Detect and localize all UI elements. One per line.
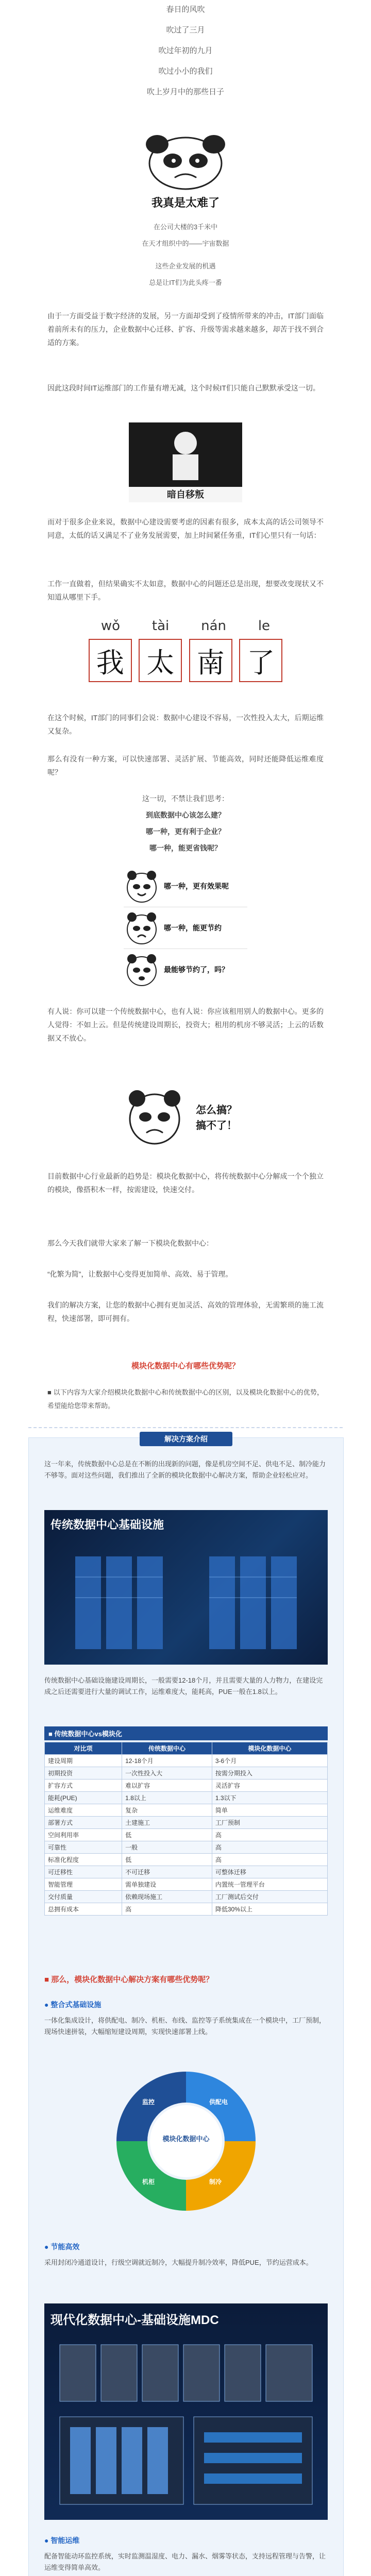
table-row — [45, 1841, 328, 1854]
table-cell: 运维难度 — [45, 1804, 122, 1817]
paragraph: ■ 以下内容为大家介绍模块化数据中心和传统数据中心的区别，以及模块化数据中心的优势，希望能给您带来帮助。 — [47, 1388, 324, 1410]
table-cell: 标准化程度 — [45, 1854, 122, 1866]
meme-stack-image — [124, 866, 247, 992]
panda-face-icon — [137, 135, 234, 192]
table-cell: 高 — [122, 1903, 212, 1916]
table-row — [45, 1767, 328, 1780]
table-cell: 工厂预制 — [212, 1817, 327, 1829]
meme-caption — [196, 1103, 237, 1133]
poem-line: 吹过了三月 — [166, 26, 205, 35]
hanzi-box: 了 — [239, 639, 282, 682]
paragraph-text: 目前数据中心行业最新的趋势是：模块化数据中心，将传统数据中心分解成一个个独立的模块，像搭积木一样，按需建设，快速交付。 — [47, 1172, 324, 1194]
card-tag: 解决方案介绍 — [140, 1432, 232, 1446]
meme-confused-image — [124, 1087, 258, 1154]
meme-panel — [124, 907, 247, 949]
table-header-cell: 传统数据中心 — [122, 1742, 212, 1755]
meme-panel — [124, 866, 247, 907]
panda-face-icon — [124, 952, 160, 988]
poem-2 — [0, 222, 371, 289]
panda-face-icon — [124, 868, 160, 904]
pinyin: le — [258, 618, 271, 634]
poem-line: 这些企业发展的机遇 — [155, 262, 216, 270]
paragraph: 有人说：你可以建一个传统数据中心，也有人说：你应该租用别人的数据中心。更多的人觉得：不如上云。但是传统建设周期长，投资大；租用的机房不够灵活；上云的话数据又不放心。 — [47, 1007, 324, 1042]
intro-poem — [0, 4, 371, 98]
image-title: 传统数据中心基础设施 — [50, 1518, 164, 1531]
table-row — [45, 1817, 328, 1829]
question-line: 这一切，不禁让我们思考： — [142, 794, 229, 803]
sub-title: ● 智能运维 — [44, 2536, 80, 2545]
meme-text: 哪一种，能更节约 — [164, 924, 222, 932]
table-cell: 一次性投入大 — [122, 1767, 212, 1780]
pinyin: tài — [151, 618, 170, 634]
table-cell: 空间利用率 — [45, 1829, 122, 1841]
table-cell: 交付质量 — [45, 1891, 122, 1903]
table-cell: 初期投资 — [45, 1767, 122, 1780]
sub-title: ● 节能高效 — [44, 2243, 80, 2251]
table-cell: 高 — [212, 1829, 327, 1841]
pinyin: wǒ — [100, 618, 121, 634]
poem-line: 在公司大楼的3千米中 — [153, 223, 218, 231]
question-line: 哪一种，更有利于企业？ — [146, 827, 225, 836]
pinyin: nán — [201, 618, 226, 634]
poem-line: 吹过年初的九月 — [158, 46, 213, 55]
table-row — [45, 1780, 328, 1792]
table-cell: 不可迁移 — [122, 1866, 212, 1878]
highlight-question: 模块化数据中心有哪些优势呢？ — [131, 1362, 240, 1370]
table-cell: 难以扩容 — [122, 1780, 212, 1792]
circle-label: 机柜 — [142, 2178, 155, 2185]
table-row — [45, 1903, 328, 1916]
table-cell: 扩容方式 — [45, 1780, 122, 1792]
meme-caption: 我真是太难了 — [151, 196, 220, 209]
paragraph: 我们的解决方案，让您的数据中心拥有更加灵活、高效的管理体验，无需繁琐的施工流程，快速部署，即可拥有。 — [47, 1301, 324, 1323]
table-cell: 一般 — [122, 1841, 212, 1854]
confused-panda-icon — [124, 1087, 185, 1149]
poem-line: 吹过小小的我们 — [158, 67, 213, 76]
card-desc: 传统数据中心基础设施建设周期长，一般需要12-18个月，并且需要大量的人力物力，在建设完成之后还需要进行大量的调试工作，运维难度大，能耗高，PUE一般在1.8以上。 — [44, 1676, 323, 1696]
circle-center-label: 模块化数据中心 — [162, 2135, 210, 2143]
mdc-products-illustration-icon — [44, 2303, 328, 2520]
image-title: 现代化数据中心-基础设施MDC — [50, 2313, 219, 2327]
meme-panda-image — [137, 135, 234, 207]
table-row — [45, 1804, 328, 1817]
poem-line: 在天才组织中的——宇宙数据 — [142, 240, 229, 247]
table-cell: 总拥有成本 — [45, 1903, 122, 1916]
table-cell: 可靠性 — [45, 1841, 122, 1854]
table-cell: 依赖现场施工 — [122, 1891, 212, 1903]
card-intro: 这一年来，传统数据中心总是在不断的出现新的问题，像是机房空间不足、供电不足、制冷能力不够等。面对这些问题，我们推出了全新的模块化数据中心解决方案，帮助企业轻松应对。 — [44, 1460, 326, 1479]
table-cell: 高 — [212, 1841, 327, 1854]
table-cell: 低 — [122, 1829, 212, 1841]
paragraph: 那么今天我们就带大家来了解一下模块化数据中心： — [47, 1239, 213, 1247]
hanzi-box: 南 — [189, 639, 232, 682]
meme-text: 哪一种，更有效果呢 — [164, 882, 229, 890]
circle-label: 供配电 — [209, 2098, 228, 2106]
table-cell: 土建施工 — [122, 1817, 212, 1829]
table-cell: 可整体迁移 — [212, 1866, 327, 1878]
table-cell: 工厂测试后交付 — [212, 1891, 327, 1903]
meme-dark-image — [129, 422, 242, 500]
comparison-table — [44, 1742, 328, 1916]
table-cell: 按需分期投入 — [212, 1767, 327, 1780]
table-header-cell: 模块化数据中心 — [212, 1742, 327, 1755]
table-cell: 智能管理 — [45, 1878, 122, 1891]
poem-line: 吹上岁月中的那些日子 — [146, 88, 224, 96]
table-cell: 建设周期 — [45, 1755, 122, 1767]
table-cell: 灵活扩容 — [212, 1780, 327, 1792]
section-title: ■ 那么，模块化数据中心解决方案有哪些优势呢？ — [44, 1975, 214, 1984]
paragraph: “化繁为简”，让数据中心变得更加简单、高效、易于管理。 — [47, 1270, 233, 1278]
table-row — [45, 1854, 328, 1866]
poem-line: 春日的风吹 — [166, 5, 205, 14]
meme-text: 搞不了！ — [196, 1120, 237, 1131]
sub-title: ● 整合式基础设施 — [44, 2001, 102, 2009]
hanzi-box: 我 — [89, 639, 132, 682]
server-rack-illustration-icon — [44, 1510, 328, 1665]
table-cell: 需单独建设 — [122, 1878, 212, 1891]
table-cell: 降低30%以上 — [212, 1903, 327, 1916]
paragraph: 而对于很多企业来说，数据中心建设需要考虑的因素有很多，成本太高的话公司领导不同意，太低的话又满足不了业务发展需要，加上时间紧任务重，IT们心里只有一句话： — [47, 518, 324, 539]
sub-paragraph: 配备智能动环监控系统，实时监测温湿度、电力、漏水、烟雾等状态，支持远程管理与告警，让运维变得简单高效。 — [44, 2552, 326, 2571]
table-row — [45, 1878, 328, 1891]
table-cell: 12-18个月 — [122, 1755, 212, 1767]
question-line: 哪一种，能更省钱呢？ — [149, 844, 222, 852]
divider — [28, 1427, 343, 1428]
circle-label: 制冷 — [209, 2178, 222, 2185]
table-cell: 简单 — [212, 1804, 327, 1817]
sub-paragraph: 一体化集成设计，将供配电、制冷、机柜、布线、监控等子系统集成在一个模块中，工厂预制，现场快速拼装，大幅缩短建设周期，实现快速部署上线。 — [44, 2016, 326, 2036]
meme-panel — [124, 949, 247, 990]
paragraph: 因此这段时间IT运维部门的工作量有增无减，这个时候IT们只能自己默默承受这一切。 — [47, 384, 320, 392]
table-title: ■ 传统数据中心vs模块化 — [44, 1726, 328, 1740]
sad-figure-icon — [129, 422, 242, 484]
paragraph: 在这个时候，IT部门的同事们会说：数据中心建设不容易，一次性投入太大，后期运维又复杂。 — [47, 714, 324, 735]
table-cell: 低 — [122, 1854, 212, 1866]
table-row — [45, 1891, 328, 1903]
meme-text: 最能够节约了，吗？ — [164, 965, 229, 974]
table-cell: 内置统一管理平台 — [212, 1878, 327, 1891]
question-lines — [0, 793, 371, 853]
table-cell: 高 — [212, 1854, 327, 1866]
meme-caption: 暗自移叛 — [129, 487, 242, 502]
mdc-image — [44, 2303, 328, 2520]
table-cell: 能耗(PUE) — [45, 1792, 122, 1804]
circle-diagram — [106, 2061, 266, 2221]
paragraph: 由于一方面受益于数字经济的发展，另一方面却受到了疫情所带来的冲击，IT部门面临着前所未有的压力，企业数据中心迁移、扩容、升级等需求越来越多，却苦于找不到合适的方案。 — [47, 312, 324, 347]
table-cell: 可迁移性 — [45, 1866, 122, 1878]
circle-label: 监控 — [142, 2098, 155, 2106]
table-header-row — [45, 1742, 328, 1755]
sub-paragraph: 采用封闭冷通道设计，行级空调就近制冷，大幅提升制冷效率，降低PUE，节约运营成本。 — [44, 2259, 313, 2266]
table-cell: 3-6个月 — [212, 1755, 327, 1767]
table-header-cell: 对比项 — [45, 1742, 122, 1755]
table-cell: 复杂 — [122, 1804, 212, 1817]
panda-face-icon — [124, 910, 160, 946]
table-row — [45, 1866, 328, 1878]
paragraph: 工作一直做着，但结果确实不太如意，数据中心的问题还总是出现，想要改变现状又不知道从哪里下手。 — [47, 580, 324, 601]
table-cell: 部署方式 — [45, 1817, 122, 1829]
meme-text: 怎么搞？ — [196, 1105, 237, 1116]
table-cell: 1.3以下 — [212, 1792, 327, 1804]
table-cell: 1.8以上 — [122, 1792, 212, 1804]
question-line: 到底数据中心该怎么建？ — [146, 811, 225, 819]
table-row — [45, 1829, 328, 1841]
traditional-dc-image — [44, 1510, 328, 1665]
hanzi-box: 太 — [139, 639, 182, 682]
paragraph — [47, 1170, 324, 1196]
table-row — [45, 1755, 328, 1767]
solution-card — [28, 1437, 344, 2576]
paragraph: 那么有没有一种方案，可以快速部署、灵活扩展、节能高效，同时还能降低运维难度呢？ — [47, 755, 324, 776]
table-row — [45, 1792, 328, 1804]
poem-line: 总是让IT们为此头疼一番 — [149, 279, 222, 286]
pinyin-block — [85, 618, 286, 696]
